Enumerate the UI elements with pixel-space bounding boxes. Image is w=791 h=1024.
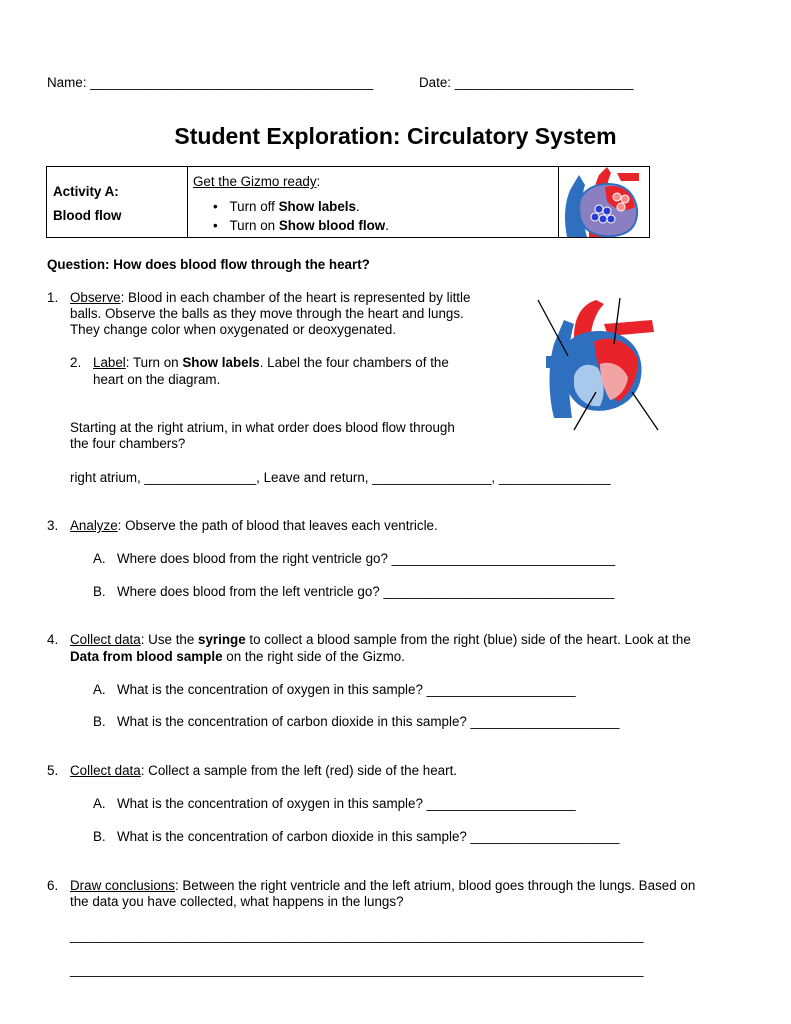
q4-keyword: Collect data: [70, 632, 141, 647]
q2-keyword: Label: [93, 355, 126, 370]
q5-number: 5.: [47, 763, 59, 778]
q4-number: 4.: [47, 632, 59, 647]
q4a-question[interactable]: What is the concentration of oxygen in this sample? ____________________: [117, 682, 576, 697]
q2-line: heart on the diagram.: [93, 372, 221, 387]
q5-keyword: Collect data: [70, 763, 141, 778]
q6-line: Draw conclusions: Between the right ventricle and the left atrium, blood goes through the lungs. Based on: [70, 878, 696, 893]
q6-number: 6.: [47, 878, 59, 893]
q6-answer-line[interactable]: _____________________________________________________________________________: [70, 962, 644, 977]
q4b-letter: B.: [93, 714, 106, 729]
q3-line: Analyze: Observe the path of blood that leaves each ventricle.: [70, 518, 438, 533]
heart-diagram-icon: [534, 294, 664, 434]
page-title: Student Exploration: Circulatory System: [174, 123, 617, 149]
date-label: Date:: [419, 75, 452, 90]
q5-line: Collect data: Collect a sample from the left (red) side of the heart.: [70, 763, 458, 778]
q3b-letter: B.: [93, 584, 106, 599]
q1-line: Observe: Blood in each chamber of the heart is represented by little: [70, 290, 471, 305]
q3a-question[interactable]: Where does blood from the right ventricle go? ______________________________: [117, 551, 616, 566]
q4-line: Collect data: Use the syringe to collect a blood sample from the right (blue) side of the heart. Look at the: [70, 632, 691, 647]
name-blank[interactable]: ______________________________________: [90, 75, 374, 90]
q4a-letter: A.: [93, 682, 106, 697]
step-item: • Turn on Show blood flow.: [213, 218, 389, 233]
q2-answer-line[interactable]: right atrium, _______________, Leave and return, ________________, _______________: [70, 470, 611, 485]
q1-number: 1.: [47, 290, 59, 305]
q4b-question[interactable]: What is the concentration of carbon dioxide in this sample? ____________________: [117, 714, 620, 729]
name-field[interactable]: [47, 75, 373, 91]
q1-line: They change color when oxygenated or deoxygenated.: [70, 322, 397, 337]
q5b-question[interactable]: What is the concentration of carbon dioxide in this sample? ____________________: [117, 829, 620, 844]
q2-prompt: Starting at the right atrium, in what order does blood flow through: [70, 420, 455, 435]
q3-keyword: Analyze: [70, 518, 118, 533]
date-blank[interactable]: ________________________: [454, 75, 634, 90]
q2-prompt: the four chambers?: [70, 436, 186, 451]
step-item: • Turn off Show labels.: [213, 199, 360, 214]
heart-thumbnail-cell: [558, 167, 651, 237]
q3a-letter: A.: [93, 551, 106, 566]
activity-heading-cell: [47, 167, 188, 237]
q6-answer-line[interactable]: _____________________________________________________________________________: [70, 928, 644, 943]
q5a-question[interactable]: What is the concentration of oxygen in this sample? ____________________: [117, 796, 576, 811]
activity-table: [46, 166, 650, 238]
q3-number: 3.: [47, 518, 59, 533]
q6-line: the data you have collected, what happens in the lungs?: [70, 894, 404, 909]
q4-line: Data from blood sample on the right side of the Gizmo.: [70, 649, 405, 664]
q5a-letter: A.: [93, 796, 106, 811]
gizmo-ready-label: Get the Gizmo ready: [193, 174, 317, 189]
activity-heading: Activity A:: [53, 184, 119, 199]
q6-keyword: Draw conclusions: [70, 878, 175, 893]
q1-line: balls. Observe the balls as they move through the heart and lungs.: [70, 306, 464, 321]
name-label: Name:: [47, 75, 87, 90]
bullet-icon: •: [213, 218, 218, 233]
question-heading: Question: How does blood flow through the heart?: [47, 257, 370, 272]
q3b-question[interactable]: Where does blood from the left ventricle go? _______________________________: [117, 584, 615, 599]
date-field[interactable]: [419, 75, 633, 91]
q2-line: Label: Turn on Show labels. Label the four chambers of the: [93, 355, 449, 370]
q1-keyword: Observe: [70, 290, 121, 305]
gizmo-ready-line: Get the Gizmo ready:: [193, 174, 321, 189]
bullet-icon: •: [213, 199, 218, 214]
heart-thumbnail-icon: [559, 167, 651, 237]
q2-number: 2.: [70, 355, 82, 370]
q5b-letter: B.: [93, 829, 106, 844]
activity-subheading: Blood flow: [53, 208, 122, 223]
